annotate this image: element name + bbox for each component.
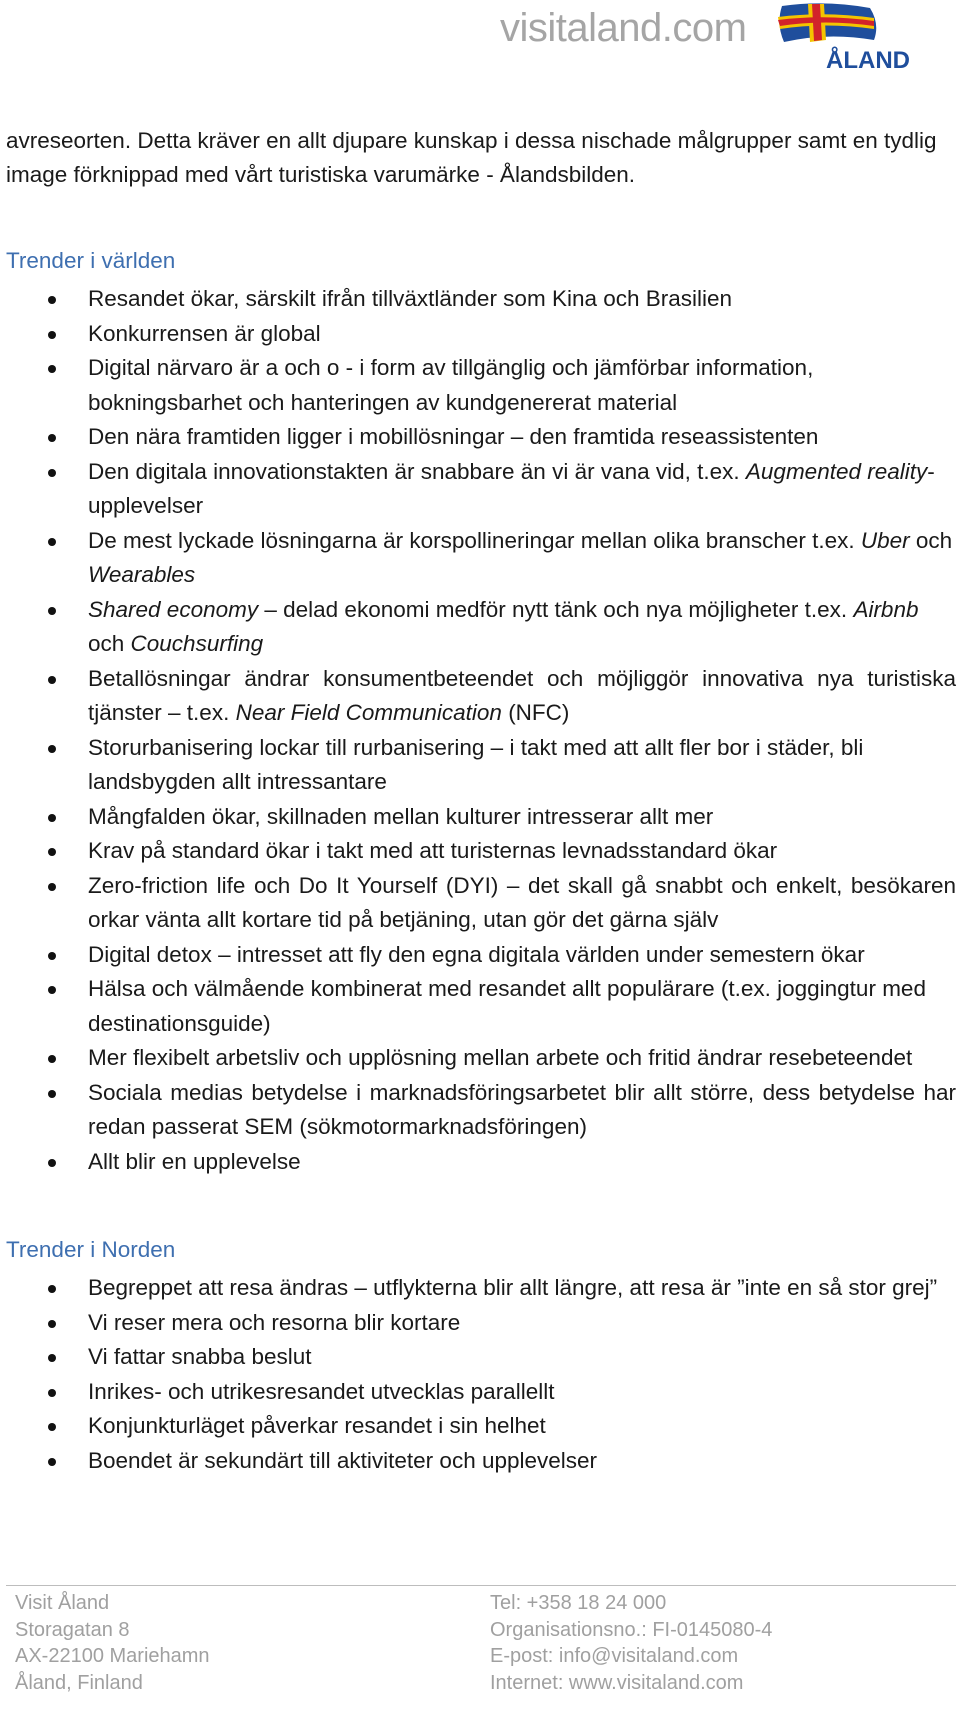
list-item: Digital detox – intresset att fly den egna digitala världen under semestern ökar xyxy=(0,938,956,973)
bullet-icon xyxy=(48,745,56,753)
bullet-icon xyxy=(48,538,56,546)
bullet-icon xyxy=(48,814,56,822)
list-item: De mest lyckade lösningarna är korspollineringar mellan olika branscher t.ex. Uber och Wearables xyxy=(0,524,956,593)
footer-address xyxy=(15,1590,210,1696)
list-item: Boendet är sekundärt till aktiviteter och upplevelser xyxy=(0,1444,956,1479)
bullet-icon xyxy=(48,365,56,373)
nordic-trends-list xyxy=(0,1271,960,1478)
section-heading-nordic: Trender i Norden xyxy=(6,1237,176,1262)
intro-paragraph: avreseorten. Detta kräver en allt djupare kunskap i dessa nischade målgrupper samt en tydlig image förknippad med vårt turistiska varumärke - Ålandsbilden. xyxy=(6,128,937,187)
list-item: Storurbanisering lockar till rurbanisering – i takt med att allt fler bor i städer, bli landsbygden allt intressantare xyxy=(0,731,956,800)
bullet-icon xyxy=(48,676,56,684)
bullet-icon xyxy=(48,296,56,304)
list-item: Zero-friction life och Do It Yourself (DYI) – det skall gå snabbt och enkelt, besökaren orkar vänta allt kortare tid på betjäning, utan gör det gärna själv xyxy=(0,869,956,938)
footer-org-name: Visit Åland xyxy=(15,1592,110,1614)
bullet-icon xyxy=(48,986,56,994)
bullet-icon xyxy=(48,1354,56,1362)
list-item: Digital närvaro är a och o - i form av tillgänglig och jämförbar information, bokningsbarhet och hanteringen av kundgenererat material xyxy=(0,351,956,420)
list-item: Mer flexibelt arbetsliv och upplösning mellan arbete och fritid ändrar resebeteendet xyxy=(0,1041,956,1076)
list-item: Vi fattar snabba beslut xyxy=(0,1340,956,1375)
bullet-icon xyxy=(48,1320,56,1328)
list-item: Begreppet att resa ändras – utflykterna blir allt längre, att resa är ”inte en så stor grej” xyxy=(0,1271,956,1306)
bullet-icon xyxy=(48,1285,56,1293)
list-item: Den nära framtiden ligger i mobillösningar – den framtida reseassistenten xyxy=(0,420,956,455)
bullet-icon xyxy=(48,469,56,477)
bullet-icon xyxy=(48,434,56,442)
list-item: Allt blir en upplevelse xyxy=(0,1145,956,1180)
list-item: Shared economy – delad ekonomi medför nytt tänk och nya möjligheter t.ex. Airbnb och Couchsurfing xyxy=(0,593,956,662)
list-item: Sociala medias betydelse i marknadsföringsarbetet blir allt större, dess betydelse har redan passerat SEM (sökmotormarknadsföringen) xyxy=(0,1076,956,1145)
list-item: Konkurrensen är global xyxy=(0,317,956,352)
bullet-icon xyxy=(48,1389,56,1397)
bullet-icon xyxy=(48,1458,56,1466)
footer-country: Åland, Finland xyxy=(15,1671,143,1694)
list-item: Hälsa och välmående kombinerat med resandet allt populärare (t.ex. joggingtur med destinationsguide) xyxy=(0,972,956,1041)
footer-phone: Tel: +358 18 24 000 xyxy=(490,1592,667,1614)
bullet-icon xyxy=(48,952,56,960)
footer-postal: AX-22100 Mariehamn xyxy=(15,1645,210,1667)
bullet-icon xyxy=(48,1159,56,1167)
footer-street: Storagatan 8 xyxy=(15,1618,130,1641)
footer-email: E-post: info@visitaland.com xyxy=(490,1645,739,1667)
list-item: Konjunkturläget påverkar resandet i sin helhet xyxy=(0,1409,956,1444)
bullet-icon xyxy=(48,607,56,615)
flag-icon xyxy=(778,3,876,42)
list-item: Krav på standard ökar i takt med att turisternas levnadsstandard ökar xyxy=(0,834,956,869)
bullet-icon xyxy=(48,331,56,339)
bullet-icon xyxy=(48,1055,56,1063)
bullet-icon xyxy=(48,1090,56,1098)
list-item: Betallösningar ändrar konsumentbeteendet och möjliggör innovativa nya turistiska tjänster – t.ex. Near Field Communication (NFC) xyxy=(0,662,956,731)
bullet-icon xyxy=(48,848,56,856)
list-item: Den digitala innovationstakten är snabbare än vi är vana vid, t.ex. Augmented reality-upplevelser xyxy=(0,455,956,524)
list-item: Vi reser mera och resorna blir kortare xyxy=(0,1306,956,1341)
site-logo-text: visitaland.com xyxy=(500,6,747,50)
flag-label: ÅLAND xyxy=(826,47,910,72)
aland-flag-logo xyxy=(770,2,930,72)
bullet-icon xyxy=(48,1423,56,1431)
footer-org-number: Organisationsno.: FI-0145080-4 xyxy=(490,1618,773,1641)
list-item: Resandet ökar, särskilt ifrån tillväxtländer som Kina och Brasilien xyxy=(0,282,956,317)
footer-website: Internet: www.visitaland.com xyxy=(490,1671,744,1694)
bullet-icon xyxy=(48,883,56,891)
list-item: Mångfalden ökar, skillnaden mellan kulturer intresserar allt mer xyxy=(0,800,956,835)
footer-divider xyxy=(6,1585,956,1586)
world-trends-list xyxy=(0,282,960,1179)
section-heading-world: Trender i världen xyxy=(6,248,176,273)
footer-contact xyxy=(490,1590,772,1696)
list-item: Inrikes- och utrikesresandet utvecklas parallellt xyxy=(0,1375,956,1410)
